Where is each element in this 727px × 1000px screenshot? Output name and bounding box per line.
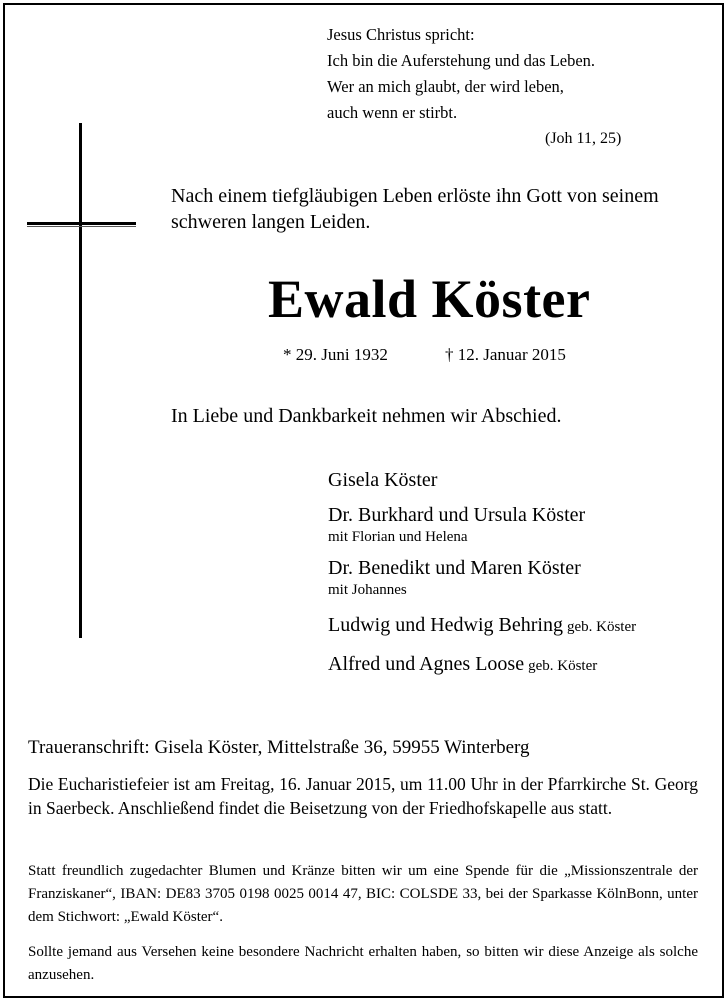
intro-line: schweren langen Leiden.: [171, 211, 371, 233]
mass-announcement: Die Eucharistiefeier ist am Freitag, 16. Januar 2015, um 11.00 Uhr in der Pfarrkirche St. Georg in Saerbeck. Anschließend findet die Beisetzung von der Friedhofskapelle aus statt.: [28, 774, 698, 818]
member-name: Ludwig und Hedwig Behring: [328, 614, 563, 636]
verse-line: Ich bin die Auferstehung und das Leben.: [327, 51, 596, 70]
family-member: [328, 503, 636, 546]
deceased-name: Ewald Köster: [268, 269, 591, 329]
member-name: Alfred und Agnes Loose: [328, 653, 525, 675]
closing-notice: Sollte jemand aus Versehen keine besondere Nachricht erhalten haben, so bitten wir diese Anzeige als solche anzusehen.: [28, 944, 698, 983]
intro-line: Nach einem tiefgläubigen Leben erlöste ihn Gott von seinem: [171, 185, 659, 207]
cross-horizontal-beam: [27, 222, 136, 225]
verse-line: Jesus Christus spricht:: [327, 25, 475, 44]
verse-reference: (Joh 11, 25): [545, 130, 622, 147]
cross-horizontal-shadow: [27, 226, 136, 227]
bible-verse: [327, 22, 595, 126]
intro-text: [171, 183, 659, 235]
verse-line: auch wenn er stirbt.: [327, 103, 458, 122]
member-maiden-name: geb. Köster: [566, 619, 637, 635]
donation-request: Statt freundlich zugedachter Blumen und Kränze bitten wir um eine Spende für die „Missionszentrale der Franziskaner“, IBAN: DE83 3705 0198 0025 0014 47, BIC: COLSDE 33, bei der Sparkasse KölnBonn, unter dem Stichwort: „Ewald Köster“.: [28, 863, 698, 925]
member-children: mit Florian und Helena: [328, 529, 468, 545]
family-member: [328, 556, 636, 599]
mourning-address: Traueranschrift: Gisela Köster, Mittelstraße 36, 59955 Winterberg: [28, 737, 530, 758]
member-name: Dr. Benedikt und Maren Köster: [328, 557, 581, 579]
family-member: [328, 652, 636, 677]
family-member: [328, 613, 636, 638]
member-name: Gisela Köster: [328, 469, 438, 491]
member-name: Dr. Burkhard und Ursula Köster: [328, 504, 586, 526]
family-member: [328, 468, 636, 493]
member-maiden-name: geb. Köster: [528, 658, 598, 674]
family-list: [328, 468, 636, 687]
verse-line: Wer an mich glaubt, der wird leben,: [327, 77, 564, 96]
member-children: mit Johannes: [328, 582, 407, 598]
birth-date: * 29. Juni 1932: [283, 345, 388, 364]
cross-vertical-beam: [79, 123, 82, 638]
farewell-text: In Liebe und Dankbarkeit nehmen wir Abschied.: [171, 405, 562, 427]
death-date: † 12. Januar 2015: [445, 345, 566, 364]
